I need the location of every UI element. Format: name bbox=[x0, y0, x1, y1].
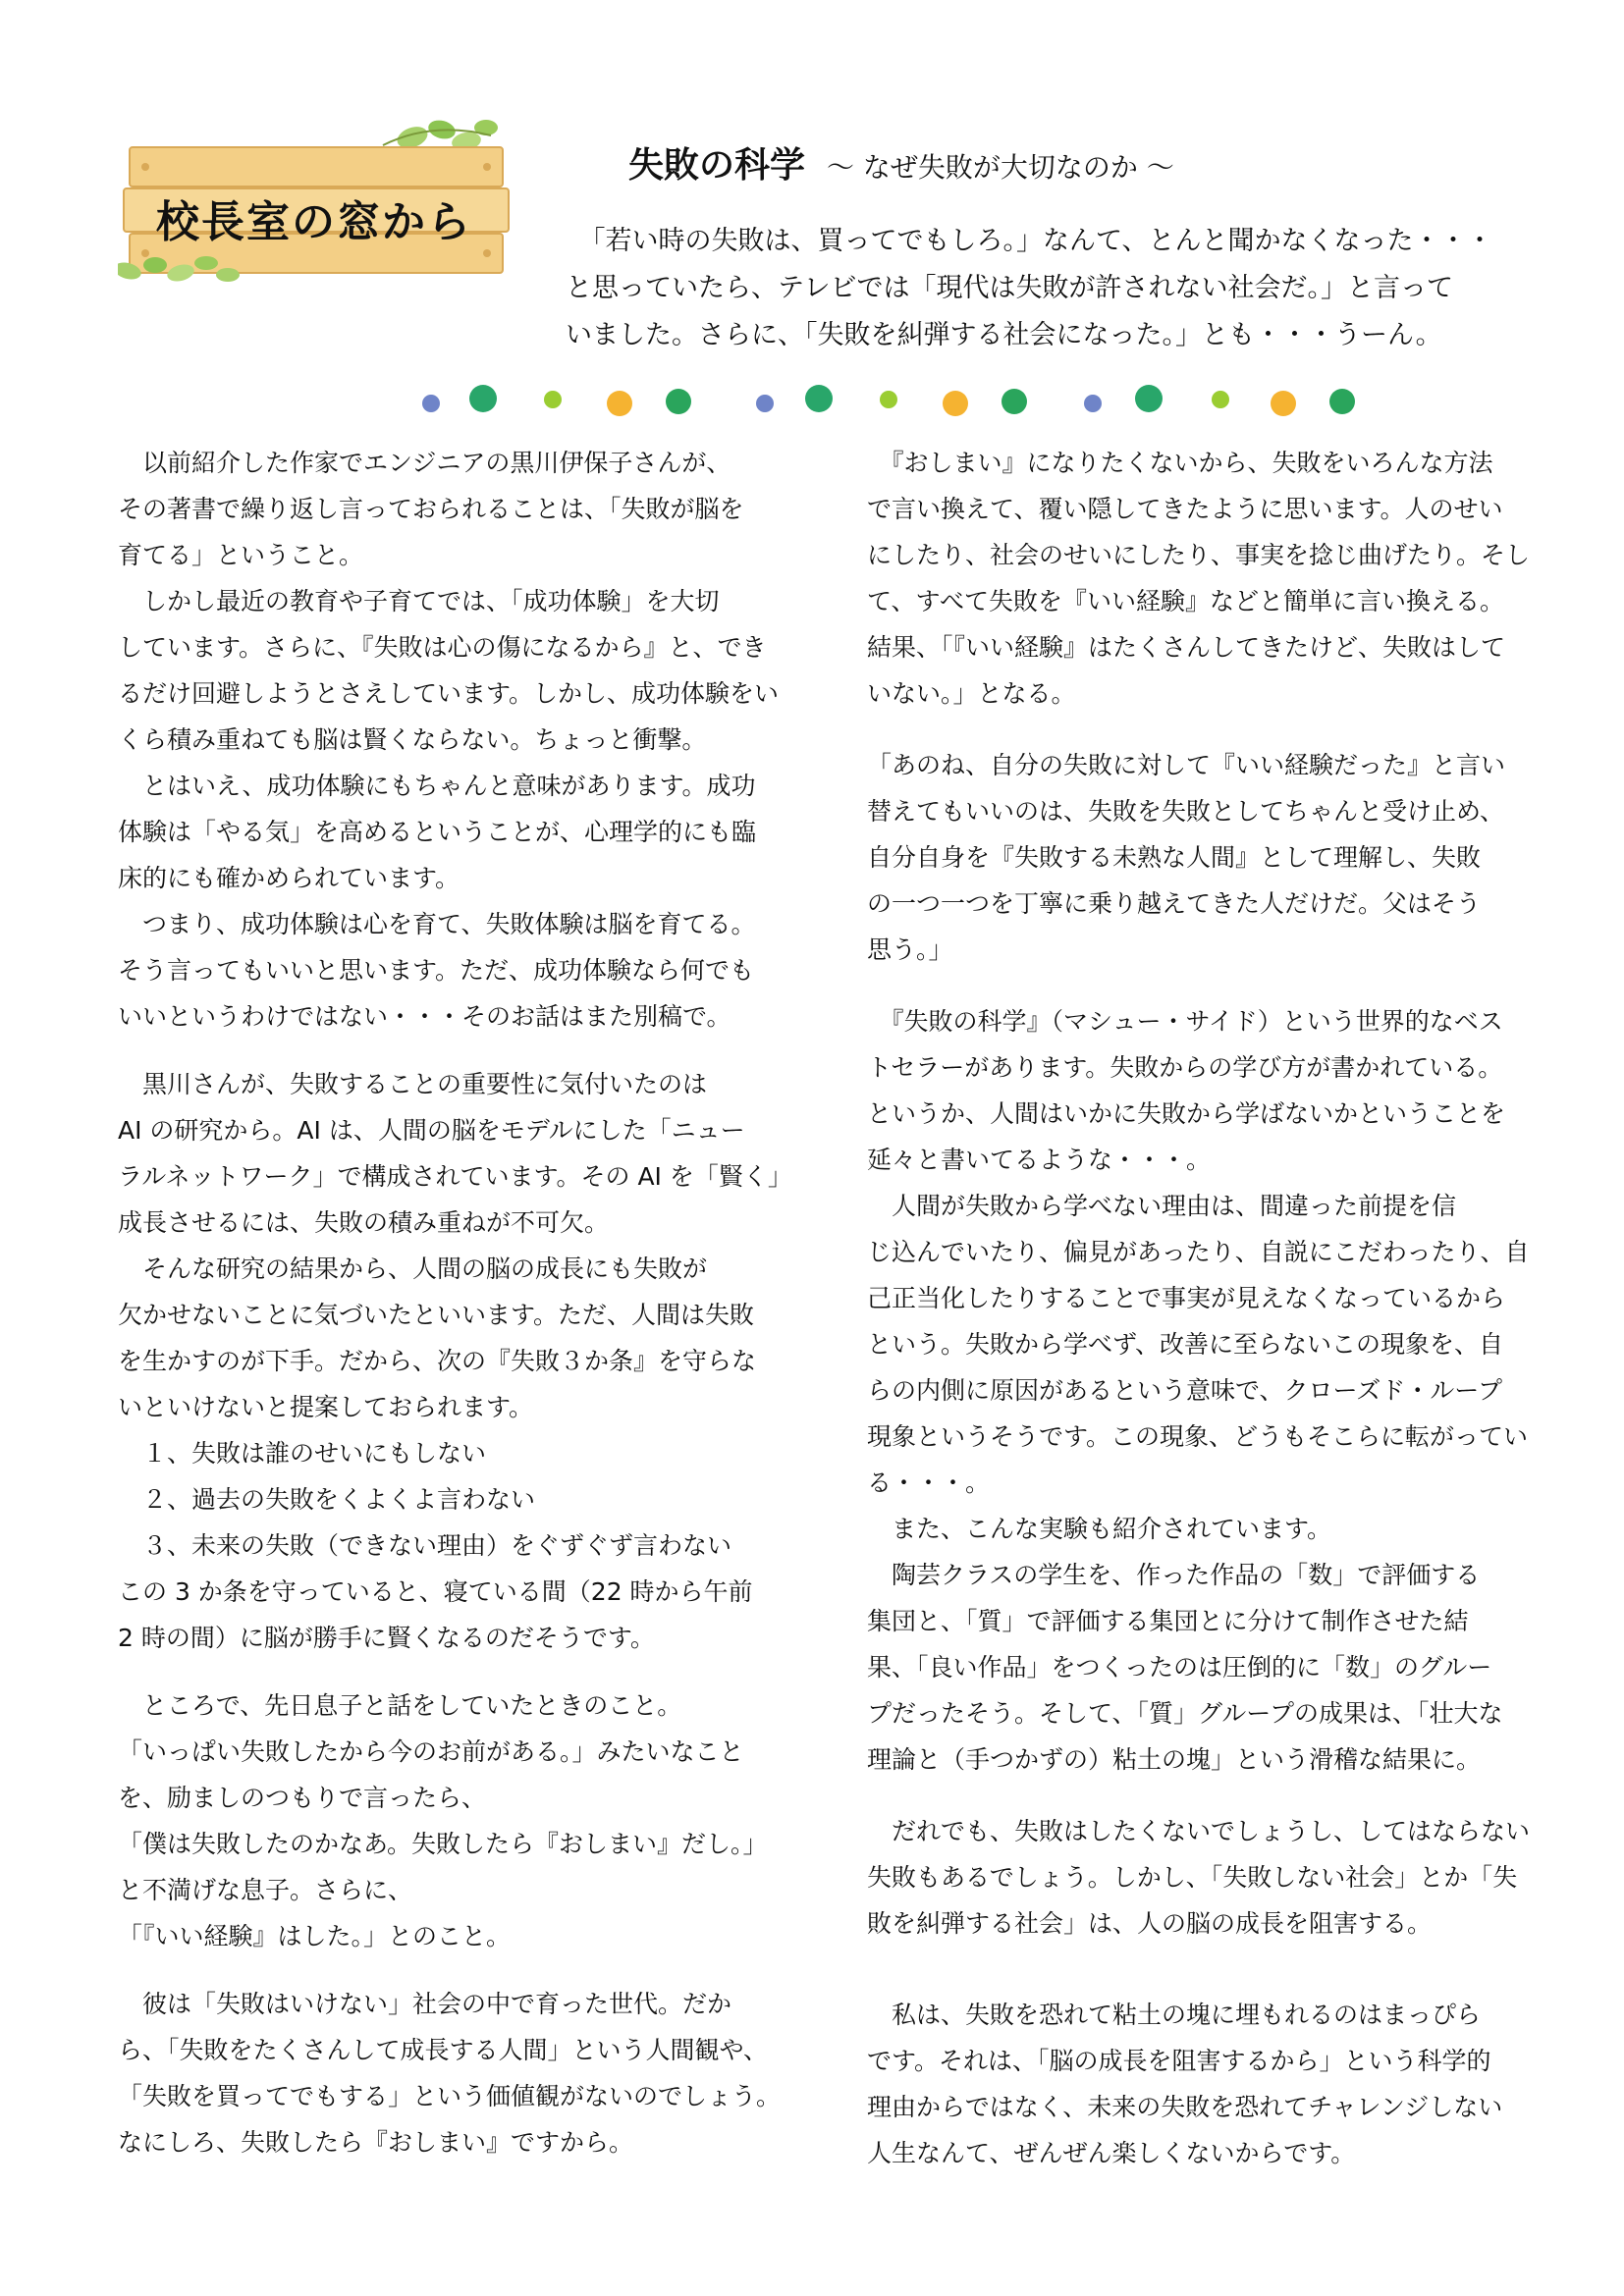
dot-decoration bbox=[666, 389, 691, 414]
paragraph-gap bbox=[118, 1661, 785, 1682]
paragraph-gap bbox=[867, 717, 1535, 742]
dot-decoration bbox=[805, 385, 833, 412]
text-line: 成長させるには、失敗の積み重ねが不可欠。 bbox=[118, 1208, 610, 1237]
text-line: プだったそう。そして、「質」グループの成果は、「壮大な bbox=[867, 1699, 1503, 1728]
text-line: だれでも、失敗はしたくないでしょうし、してはならない bbox=[867, 1817, 1531, 1845]
text-line: ３、未来の失敗（できない理由）をぐずぐず言わない bbox=[118, 1531, 732, 1560]
text-line: AI の研究から。AI は、人間の脳をモデルにした「ニュー bbox=[118, 1116, 745, 1145]
dot-decoration bbox=[756, 395, 774, 412]
text-line: 2 時の間）に脳が勝手に賢くなるのだそうです。 bbox=[118, 1624, 655, 1652]
dot-decoration bbox=[1084, 395, 1102, 412]
text-line: 「『いい経験』はした。」とのこと。 bbox=[118, 1922, 512, 1950]
text-line: いといけないと提案しておられます。 bbox=[118, 1393, 534, 1421]
paragraph bbox=[118, 1981, 785, 2165]
text-line: 理論と（手つかずの）粘土の塊」という滑稽な結果に。 bbox=[867, 1745, 1482, 1774]
text-line: しています。さらに、『失敗は心の傷になるから』と、でき bbox=[118, 633, 767, 662]
text-line: くら積み重ねても脳は賢くならない。ちょっと衝撃。 bbox=[118, 725, 707, 754]
decorative-dot-row bbox=[0, 381, 1624, 420]
paragraph bbox=[867, 1808, 1535, 1947]
text-line: 人間が失敗から学べない理由は、間違った前提を信 bbox=[867, 1192, 1457, 1220]
text-line: にしたり、社会のせいにしたり、事実を捻じ曲げたり。そし bbox=[867, 541, 1531, 569]
text-line: つまり、成功体験は心を育て、失敗体験は脳を育てる。 bbox=[118, 910, 756, 938]
text-line: しかし最近の教育や子育てでは、「成功体験」を大切 bbox=[118, 587, 720, 615]
text-line: トセラーがあります。失敗からの学び方が書かれている。 bbox=[867, 1053, 1503, 1082]
text-line: 黒川さんが、失敗することの重要性に気付いたのは bbox=[118, 1070, 708, 1098]
text-line: 理由からではなく、未来の失敗を恐れてチャレンジしない bbox=[867, 2093, 1503, 2121]
text-line: ところで、先日息子と話をしていたときのこと。 bbox=[118, 1691, 682, 1720]
intro-paragraph bbox=[566, 218, 1547, 359]
text-line: 欠かせないことに気づいたといいます。ただ、人間は失敗 bbox=[118, 1301, 755, 1329]
paragraph bbox=[867, 1992, 1535, 2176]
dot-decoration bbox=[544, 391, 562, 408]
text-line: この 3 か条を守っていると、寝ている間（22 時から午前 bbox=[118, 1577, 753, 1606]
paragraph bbox=[118, 440, 785, 1040]
text-line: 『おしまい』になりたくないから、失敗をいろんな方法 bbox=[867, 449, 1493, 477]
text-line: 集団と、「質」で評価する集団とに分けて制作させた結 bbox=[867, 1607, 1469, 1635]
left-column bbox=[118, 440, 792, 2165]
text-line: 敗を糾弾する社会」は、人の脳の成長を阻害する。 bbox=[867, 1909, 1433, 1938]
paragraph bbox=[118, 1061, 792, 1661]
text-line: いいというわけではない・・・そのお話はまた別稿で。 bbox=[118, 1002, 731, 1031]
text-line: 「あのね、自分の失敗に対して『いい経験だった』と言い bbox=[867, 751, 1506, 779]
text-line: 結果、「『いい経験』はたくさんしてきたけど、失敗はして bbox=[867, 633, 1506, 662]
text-line: です。それは、「脳の成長を阻害するから」という科学的 bbox=[867, 2047, 1491, 2075]
dot-decoration bbox=[422, 395, 440, 412]
text-line: 「いっぱい失敗したから今のお前がある。」みたいなこと bbox=[118, 1737, 744, 1766]
text-line: ラルネットワーク」で構成されています。その AI を「賢く」 bbox=[118, 1162, 792, 1191]
text-line: いない。」となる。 bbox=[867, 679, 1076, 708]
right-column bbox=[867, 440, 1535, 2176]
text-line: 失敗もあるでしょう。しかし、「失敗しない社会」とか「失 bbox=[867, 1863, 1518, 1892]
text-line: そう言ってもいいと思います。ただ、成功体験なら何でも bbox=[118, 956, 755, 985]
text-line: そんな研究の結果から、人間の脳の成長にも失敗が bbox=[118, 1255, 708, 1283]
text-line: じ込んでいたり、偏見があったり、自説にこだわったり、自 bbox=[867, 1238, 1530, 1266]
paragraph bbox=[867, 440, 1535, 717]
text-line: なにしろ、失敗したら『おしまい』ですから。 bbox=[118, 2128, 634, 2157]
text-line: 「失敗を買ってでもする」という価値観がないのでしょう。 bbox=[118, 2082, 782, 2110]
text-line: 自分自身を『失敗する未熟な人間』として理解し、失敗 bbox=[867, 843, 1482, 872]
text-line: と不満げな息子。さらに、 bbox=[118, 1876, 413, 1904]
paragraph bbox=[867, 998, 1535, 1783]
paragraph-gap bbox=[118, 1959, 785, 1981]
text-line: を、励ましのつもりで言ったら、 bbox=[118, 1784, 487, 1812]
paragraph-gap bbox=[118, 1040, 785, 1061]
text-line: 人生なんて、ぜんぜん楽しくないからです。 bbox=[867, 2139, 1356, 2167]
text-line: 替えてもいいのは、失敗を失敗としてちゃんと受け止め、 bbox=[867, 797, 1505, 826]
text-line: 延々と書いてるような・・・。 bbox=[867, 1146, 1212, 1174]
text-line: 床的にも確かめられています。 bbox=[118, 864, 460, 892]
text-line: 彼は「失敗はいけない」社会の中で育った世代。だか bbox=[118, 1990, 732, 2018]
title-subtitle: ～ なぜ失敗が大切なのか ～ bbox=[827, 151, 1174, 184]
text-line: １、失敗は誰のせいにもしない bbox=[118, 1439, 487, 1468]
text-line: 体験は「やる気」を高めるということが、心理学的にも臨 bbox=[118, 818, 757, 846]
dot-decoration bbox=[1271, 391, 1296, 416]
paragraph-gap bbox=[867, 1947, 1535, 1992]
text-line: 現象というそうです。この現象、どうもそこらに転がってい bbox=[867, 1422, 1529, 1451]
text-line: 「僕は失敗したのかなあ。失敗したら『おしまい』だし。」 bbox=[118, 1830, 768, 1858]
header-sign bbox=[118, 116, 511, 283]
dot-decoration bbox=[1001, 389, 1027, 414]
paragraph-gap bbox=[867, 1783, 1535, 1808]
text-line: 『失敗の科学』（マシュー・サイド）という世界的なベス bbox=[867, 1007, 1503, 1036]
text-line: で言い換えて、覆い隠してきたように思います。人のせい bbox=[867, 495, 1503, 523]
text-line: また、こんな実験も紹介されています。 bbox=[867, 1515, 1332, 1543]
text-line: を生かすのが下手。だから、次の『失敗３か条』を守らな bbox=[118, 1347, 757, 1375]
paragraph-gap bbox=[867, 973, 1535, 998]
text-line: というか、人間はいかに失敗から学ばないかということを bbox=[867, 1099, 1506, 1128]
text-line: という。失敗から学べず、改善に至らないこの現象を、自 bbox=[867, 1330, 1504, 1359]
sign-label: 校長室の窓から bbox=[156, 197, 472, 247]
text-line: とはいえ、成功体験にもちゃんと意味があります。成功 bbox=[118, 772, 756, 800]
text-line: るだけ回避しようとさえしています。しかし、成功体験をい bbox=[118, 679, 780, 708]
dot-decoration bbox=[880, 391, 897, 408]
text-line: ら、「失敗をたくさんして成長する人間」という人間観や、 bbox=[118, 2036, 769, 2064]
text-line: 以前紹介した作家でエンジニアの黒川伊保子さんが、 bbox=[118, 449, 731, 477]
dot-decoration bbox=[943, 391, 968, 416]
dot-decoration bbox=[1329, 389, 1355, 414]
dot-decoration bbox=[1212, 391, 1229, 408]
text-line: その著書で繰り返し言っておられることは、「失敗が脳を bbox=[118, 495, 744, 523]
text-line: 育てる」ということ。 bbox=[118, 541, 364, 569]
text-line: ２、過去の失敗をくよくよ言わない bbox=[118, 1485, 536, 1514]
text-line: らの内側に原因があるという意味で、クローズド・ループ bbox=[867, 1376, 1503, 1405]
intro-line: 「若い時の失敗は、買ってでもしろ。」なんて、とんと聞かなくなった・・・ bbox=[566, 226, 1493, 256]
dot-decoration bbox=[469, 385, 497, 412]
title-main: 失敗の科学 bbox=[628, 145, 806, 186]
paragraph bbox=[867, 742, 1535, 973]
text-line: の一つ一つを丁寧に乗り越えてきた人だけだ。父はそう bbox=[867, 889, 1482, 918]
text-line: 陶芸クラスの学生を、作った作品の「数」で評価する bbox=[867, 1561, 1481, 1589]
intro-line: と思っていたら、テレビでは「現代は失敗が許されない社会だ。」と言って bbox=[566, 273, 1453, 303]
intro-line: いました。さらに、「失敗を糾弾する社会になった。」とも・・・うーん。 bbox=[566, 320, 1442, 350]
dot-decoration bbox=[607, 391, 632, 416]
text-line: 思う。」 bbox=[867, 935, 953, 964]
dot-decoration bbox=[1135, 385, 1163, 412]
text-line: て、すべて失敗を『いい経験』などと簡単に言い換える。 bbox=[867, 587, 1505, 615]
text-line: 私は、失敗を恐れて粘土の塊に埋もれるのはまっぴら bbox=[867, 2001, 1482, 2029]
text-line: 己正当化したりすることで事実が見えなくなっているから bbox=[867, 1284, 1506, 1312]
text-line: 果、「良い作品」をつくったのは圧倒的に「数」のグルー bbox=[867, 1653, 1492, 1682]
page-title bbox=[628, 137, 1174, 187]
paragraph bbox=[118, 1682, 785, 1959]
text-line: る・・・。 bbox=[867, 1468, 991, 1497]
